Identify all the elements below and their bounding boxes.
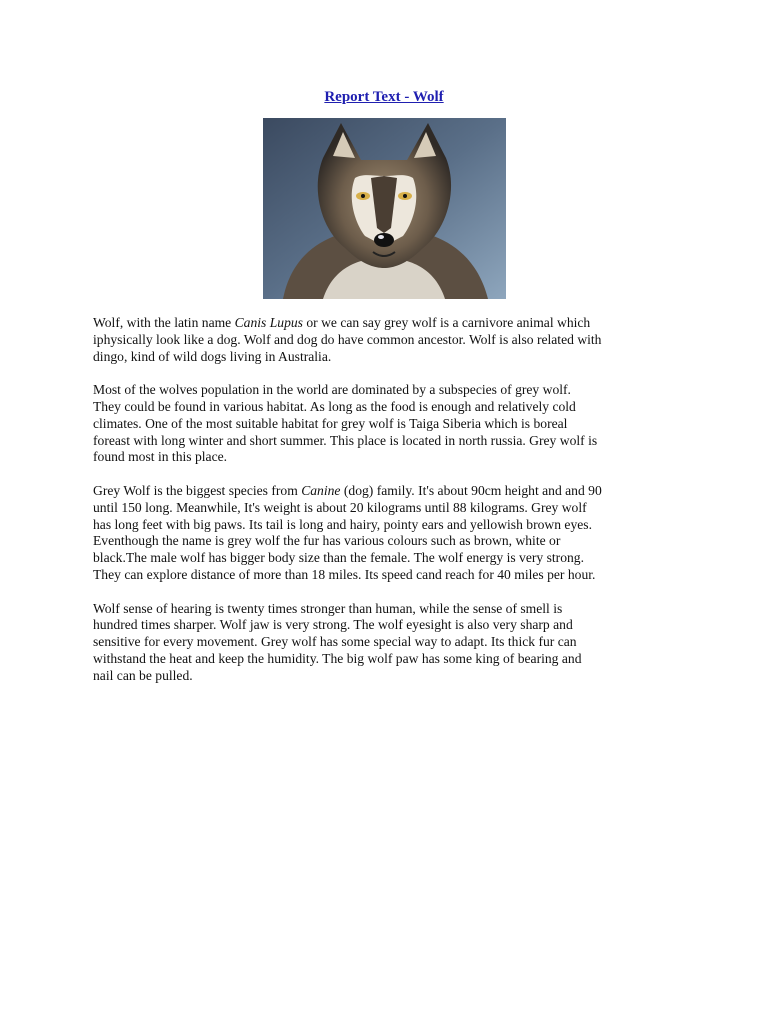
- text-line: They can explore distance of more than 18 miles. Its speed cand reach for 40 miles per hour.: [93, 566, 596, 582]
- report-body: [93, 315, 685, 701]
- paragraph-3: [93, 483, 685, 584]
- text-line: Grey Wolf is the biggest species from Canine (dog) family. It's about 90cm height and and 90: [93, 482, 602, 498]
- text-line: has long feet with big paws. Its tail is long and hairy, pointy ears and yellowish brown eyes.: [93, 516, 592, 532]
- text-line: foreast with long winter and short summer. This place is located in north russia. Grey wolf is: [93, 432, 598, 448]
- text-line: Wolf, with the latin name Canis Lupus or we can say grey wolf is a carnivore animal which: [93, 315, 591, 330]
- text-line: sensitive for every movement. Grey wolf has some special way to adapt. Its thick fur can: [93, 634, 577, 650]
- wolf-photo: [263, 118, 506, 299]
- text-line: dingo, kind of wild dogs living in Australia.: [93, 348, 332, 364]
- page-title[interactable]: Report Text - Wolf: [324, 89, 444, 105]
- text-line: Most of the wolves population in the world are dominated by a subspecies of grey wolf.: [93, 382, 571, 398]
- paragraph-1: [93, 315, 685, 365]
- text-line: iphysically look like a dog. Wolf and dog do have common ancestor. Wolf is also related with: [93, 331, 602, 347]
- text-line: Eventhough the name is grey wolf the fur has various colours such as brown, white or: [93, 533, 561, 549]
- text-line: until 150 long. Meanwhile, It's weight is about 20 kilograms until 88 kilograms. Grey wolf: [93, 499, 587, 515]
- text-line: found most in this place.: [93, 449, 228, 465]
- text-line: climates. One of the most suitable habitat for grey wolf is Taiga Siberia which is boreal: [93, 415, 568, 431]
- text-line: They could be found in various habitat. As long as the food is enough and relatively cold: [93, 398, 576, 414]
- text-line: withstand the heat and keep the humidity. The big wolf paw has some king of bearing and: [93, 650, 582, 666]
- paragraph-2: [93, 382, 685, 466]
- paragraph-4: [93, 601, 685, 685]
- text-line: hundred times sharper. Wolf jaw is very strong. The wolf eyesight is also very sharp and: [93, 617, 573, 633]
- text-line: black.The male wolf has bigger body size than the female. The wolf energy is very strong.: [93, 550, 584, 566]
- text-line: Wolf sense of hearing is twenty times stronger than human, while the sense of smell is: [93, 600, 563, 616]
- text-line: nail can be pulled.: [93, 667, 193, 683]
